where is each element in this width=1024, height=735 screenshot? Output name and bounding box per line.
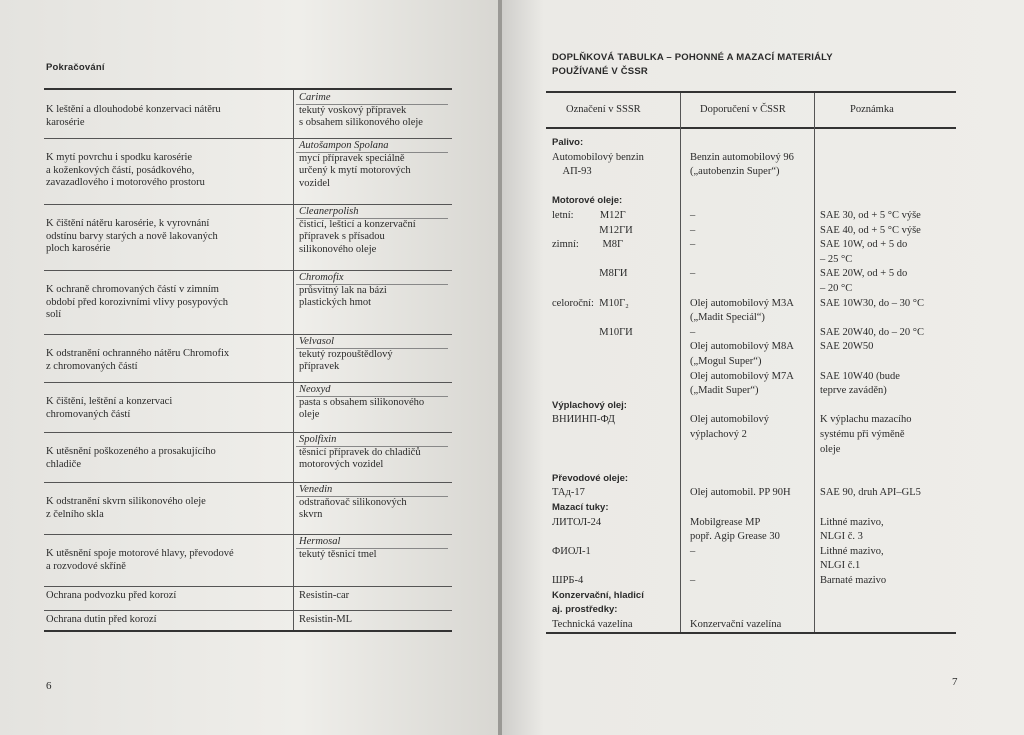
materials-cell-cssr: („autobenzin Super“) — [690, 166, 780, 178]
row-rule — [44, 586, 452, 587]
product-name: Spolfixin — [299, 434, 337, 445]
materials-cell-note: – 25 °C — [820, 253, 853, 265]
materials-cell-cssr: Mobilgrease MP — [690, 516, 761, 528]
use-text: karosérie — [46, 116, 85, 128]
product-description: pasta s obsahem silikonového — [299, 396, 425, 408]
product-description: čisticí, lešticí a konzervační — [299, 218, 416, 230]
product-name-rule — [296, 496, 448, 497]
use-text: K utěsnění spoje motorové hlavy, převodové — [46, 548, 234, 559]
materials-cell-cssr: – — [690, 268, 696, 280]
left-page — [0, 0, 500, 735]
materials-cell-ussr: Motorové oleje: — [552, 195, 623, 207]
page-number-left: 6 — [46, 680, 52, 692]
materials-cell-ussr: Palivo: — [552, 137, 584, 148]
product-description: s obsahem silikonového oleje — [299, 117, 423, 128]
product-description: mycí přípravek speciálně — [299, 152, 405, 164]
materials-cell-ussr: ЛИТОЛ-24 — [552, 516, 602, 528]
use-text: K ochraně chromovaných částí v zimním — [46, 284, 219, 295]
materials-cell-note: SAE 90, druh API–GL5 — [820, 487, 921, 499]
materials-cell-cssr: Olej automobil. PP 90H — [690, 487, 791, 499]
materials-cell-ussr: Mazací tuky: — [552, 502, 609, 513]
product-description: plastických hmot — [299, 297, 372, 308]
use-text: K čištění, leštění a konzervaci — [46, 396, 173, 407]
materials-cell-cssr: („Madit Speciál“) — [690, 312, 765, 324]
row-rule — [44, 482, 452, 483]
materials-cell-cssr: – — [690, 575, 696, 586]
product-name-rule — [296, 104, 448, 105]
materials-cell-ussr: Technická vazelína — [552, 618, 633, 630]
materials-cell-note: SAE 20W50 — [820, 341, 874, 353]
use-text: z čelního skla — [46, 508, 104, 520]
use-text: ploch karosérie — [46, 243, 111, 254]
product-description: vozidel — [299, 177, 330, 189]
materials-cell-cssr: popř. Agip Grease 30 — [690, 531, 780, 543]
materials-cell-ussr: Automobilový benzin — [552, 151, 644, 163]
materials-cell-ussr: ТАд-17 — [552, 487, 585, 499]
row-rule — [44, 630, 452, 632]
product-name: Venedin — [299, 484, 333, 495]
materials-cell-ussr: М10ГИ — [552, 326, 633, 338]
product-description: Resistin-car — [299, 590, 350, 601]
materials-cell-cssr: („Madit Super“) — [690, 385, 759, 397]
use-text: chladiče — [46, 458, 81, 470]
materials-cell-note: Lithné mazivo, — [820, 516, 884, 528]
product-name-rule — [296, 152, 448, 153]
product-description: průsvitný lak na bázi — [299, 284, 387, 296]
materials-cell-cssr: Olej automobilový M3A — [690, 297, 794, 309]
materials-cell-ussr: ШРБ-4 — [552, 575, 584, 586]
materials-cell-cssr: – — [690, 224, 696, 236]
use-text: K odstranění skvrn silikonového oleje — [46, 496, 206, 507]
materials-cell-note: oleje — [820, 443, 841, 455]
product-description: tekutý voskový přípravek — [299, 104, 407, 116]
column-divider — [293, 90, 294, 630]
materials-cell-note: NLGI č.1 — [820, 560, 861, 572]
materials-table-top-rule — [546, 91, 956, 93]
row-rule — [44, 610, 452, 611]
product-name: Chromofix — [299, 272, 344, 283]
header-ussr-designation: Označení v SSSR — [566, 104, 641, 115]
use-text: z chromovaných částí — [46, 360, 138, 372]
use-text: Ochrana podvozku před korozí — [46, 590, 177, 601]
row-rule — [44, 382, 452, 383]
row-rule — [44, 432, 452, 433]
use-text: a rozvodové skříně — [46, 560, 126, 572]
product-name-rule — [296, 348, 448, 349]
materials-cell-ussr: letní: М12Г — [552, 210, 626, 221]
use-text: K čištění nátěru karosérie, k vyrovnání — [46, 218, 210, 229]
materials-cell-ussr: zimní: М8Г — [552, 239, 624, 251]
product-name-rule — [296, 218, 448, 219]
materials-cell-note: systému při výměně — [820, 429, 905, 440]
materials-cell-ussr: ФИОЛ-1 — [552, 545, 591, 557]
materials-cell-note: SAE 10W40 (bude — [820, 370, 900, 382]
use-text: období před korozivními vlivy posypových — [46, 296, 228, 308]
materials-cell-cssr: – — [690, 239, 696, 251]
product-name: Neoxyd — [299, 384, 331, 395]
column-divider-2 — [814, 93, 815, 633]
row-rule — [44, 334, 452, 335]
product-name: Cleanerpolish — [299, 206, 359, 217]
use-text: chromovaných částí — [46, 408, 131, 420]
product-description: tekutý rozpouštědlový — [299, 348, 393, 360]
use-text: odstínu barvy starých a nově lakovaných — [46, 230, 218, 242]
product-name-rule — [296, 284, 448, 285]
materials-cell-note: SAE 20W40, do – 20 °C — [820, 326, 924, 338]
materials-cell-cssr: – — [690, 326, 696, 338]
use-text: a koženkových částí, posádkového, — [46, 164, 195, 176]
row-rule — [44, 138, 452, 139]
materials-cell-ussr: Konzervační, hladicí — [552, 589, 644, 601]
materials-cell-note: Barnaté mazivo — [820, 575, 887, 586]
materials-cell-cssr: Olej automobilový — [690, 414, 770, 426]
header-cssr-recommendation: Doporučení v ČSSR — [700, 104, 786, 115]
product-description: Resistin-ML — [299, 614, 353, 625]
product-name-rule — [296, 548, 448, 549]
product-name: Velvasol — [299, 336, 334, 347]
column-divider-1 — [680, 93, 681, 633]
materials-cell-ussr: АП-93 — [552, 166, 592, 178]
continuation-heading: Pokračování — [46, 62, 105, 73]
use-text: K utěsnění poškozeného a prosakujícího — [46, 446, 216, 457]
materials-cell-cssr: výplachový 2 — [690, 429, 747, 440]
product-name-rule — [296, 446, 448, 447]
use-text: solí — [46, 309, 62, 320]
product-description: těsnicí přípravek do chladičů — [299, 446, 421, 458]
materials-cell-cssr: Olej automobilový M7A — [690, 370, 794, 382]
product-name: Autošampon Spolana — [299, 140, 389, 151]
row-rule — [44, 270, 452, 271]
use-text: K mytí povrchu i spodku karosérie — [46, 152, 193, 163]
product-description: silikonového oleje — [299, 243, 377, 255]
materials-cell-cssr: Konzervační vazelína — [690, 618, 782, 630]
use-text: Ochrana dutin před korozí — [46, 614, 157, 625]
product-description: skvrn — [299, 509, 323, 520]
materials-cell-note: SAE 30, od + 5 °C výše — [820, 210, 921, 221]
materials-cell-note: SAE 10W30, do – 30 °C — [820, 297, 924, 309]
materials-cell-note: SAE 10W, od + 5 do — [820, 239, 908, 251]
product-description: oleje — [299, 409, 320, 420]
materials-cell-cssr: Benzin automobilový 96 — [690, 151, 794, 163]
product-name: Hermosal — [299, 536, 341, 547]
row-rule — [44, 204, 452, 205]
materials-cell-note: K výplachu mazacího — [820, 414, 912, 426]
product-description: odstraňovač silikonových — [299, 496, 407, 508]
materials-table-bottom-rule — [546, 632, 956, 634]
table-title-line2: POUŽÍVANÉ V ČSSR — [552, 66, 648, 77]
materials-cell-note: SAE 20W, od + 5 do — [820, 268, 908, 280]
product-name-rule — [296, 396, 448, 397]
header-bottom-rule — [546, 127, 956, 129]
page-number-right: 7 — [952, 676, 958, 688]
product-description: motorových vozidel — [299, 459, 384, 470]
right-page — [502, 0, 1024, 735]
materials-cell-note: NLGI č. 3 — [820, 531, 863, 543]
materials-cell-ussr: ВНИИНП-ФД — [552, 414, 615, 426]
use-text: K leštění a dlouhodobé konzervaci nátěru — [46, 104, 221, 115]
product-description: tekutý těsnicí tmel — [299, 548, 377, 560]
table-top-rule — [44, 88, 452, 90]
materials-cell-ussr: М12ГИ — [552, 224, 633, 236]
materials-cell-ussr: celoroční: М10Г₂ — [552, 297, 629, 309]
product-name: Carime — [299, 92, 331, 103]
materials-cell-ussr: Výplachový olej: — [552, 399, 627, 411]
use-text: K odstranění ochranného nátěru Chromofix — [46, 348, 230, 359]
materials-cell-cssr: – — [690, 545, 696, 557]
table-title-line1: DOPLŇKOVÁ TABULKA – POHONNÉ A MAZACÍ MATERIÁLY — [552, 52, 833, 63]
materials-cell-ussr: М8ГИ — [552, 268, 628, 280]
materials-cell-ussr: aj. prostředky: — [552, 604, 618, 616]
materials-cell-ussr: Převodové oleje: — [552, 472, 629, 484]
use-text: zavazadlového i motorového prostoru — [46, 177, 205, 188]
row-rule — [44, 534, 452, 535]
product-description: přípravek s přísadou — [299, 231, 385, 242]
header-note: Poznámka — [850, 104, 894, 115]
product-description: přípravek — [299, 361, 340, 372]
product-description: určený k mytí motorových — [299, 165, 411, 176]
materials-cell-cssr: Olej automobilový M8A — [690, 341, 794, 353]
materials-cell-note: SAE 40, od + 5 °C výše — [820, 224, 921, 236]
materials-cell-note: teprve zaváděn) — [820, 385, 887, 397]
materials-cell-note: Lithné mazivo, — [820, 545, 884, 557]
materials-cell-note: – 20 °C — [820, 283, 853, 294]
materials-cell-cssr: („Mogul Super“) — [690, 356, 762, 367]
materials-cell-cssr: – — [690, 210, 696, 221]
